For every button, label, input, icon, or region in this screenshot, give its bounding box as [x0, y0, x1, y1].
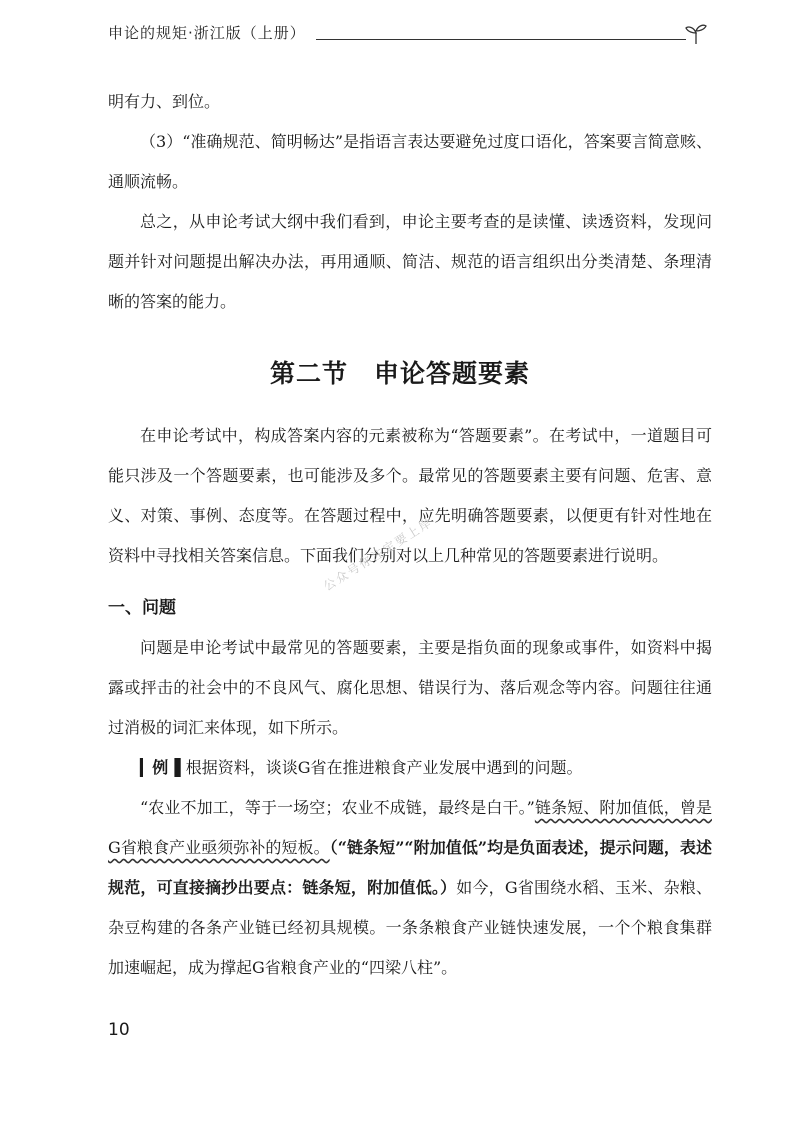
question-text: 根据资料，谈谈G省在推进粮食产业发展中遇到的问题。 [185, 758, 583, 777]
watermark: 公众号你注定要上岸 [321, 514, 436, 594]
header-rule [316, 39, 686, 40]
paragraph: 总之，从申论考试大纲中我们看到，申论主要考查的是读懂、读透资料，发现问题并针对问题提出解决办法，再用通顺、简洁、规范的语言组织出分类清楚、条理清晰的答案的能力。 [108, 212, 712, 311]
paragraph: 问题是申论考试中最常见的答题要素，主要是指负面的现象或事件，如资料中揭露或抨击的社会中的不良风气、腐化思想、错误行为、落后观念等内容。问题往往通过消极的词汇来体现，如下所示。 [108, 638, 712, 737]
example-passage [108, 788, 712, 988]
section-body [108, 416, 712, 988]
running-header [108, 22, 708, 46]
analysis-note: （“链条短”“附加值低”均是负面表述，提示问题，表述规范，可直接摘抄出要点：链条短，附加值低。） [108, 838, 712, 897]
sub-heading: 一、问题 [108, 598, 176, 618]
paragraph: （3）“准确规范、简明畅达”是指语言表达要避免过度口语化，答案要言简意赅、通顺流畅。 [108, 132, 712, 191]
book-title: 申论的规矩·浙江版（上册） [108, 24, 306, 42]
sprout-icon [684, 22, 708, 46]
passage-text: “农业不加工，等于一场空；农业不成链，最终是白干。” [140, 798, 535, 817]
section-title: 第二节 申论答题要素 [269, 359, 530, 388]
spacer [108, 576, 712, 588]
paragraph: 在申论考试中，构成答案内容的元素被称为“答题要素”。在考试中，一道题目可能只涉及一个答题要素，也可能涉及多个。最常见的答题要素主要有问题、危害、意义、对策、事例、态度等。在答题过程中，应先明确答题要素，以便更有针对性地在资料中寻找相关答案信息。下面我们分别对以上几种常见的答题要素进行说明。 [108, 426, 712, 565]
page-number: 10 [108, 1020, 130, 1040]
example-tag: ▎例▐ [140, 758, 181, 777]
paragraph: 明有力、到位。 [108, 92, 221, 111]
passage-text: 如今，G省围绕水稻、玉米、杂粮、杂豆构建的各条产业链已经初具规模。一条条粮食产业链快速发展，一个个粮食集群加速崛起，成为撑起G省粮食产业的“四梁八柱”。 [108, 878, 712, 977]
example-question [108, 748, 712, 788]
underlined-text: 链条短、附加值低，曾是G省粮食产业亟须弥补的短板。 [108, 798, 712, 857]
intro-block [108, 82, 712, 322]
